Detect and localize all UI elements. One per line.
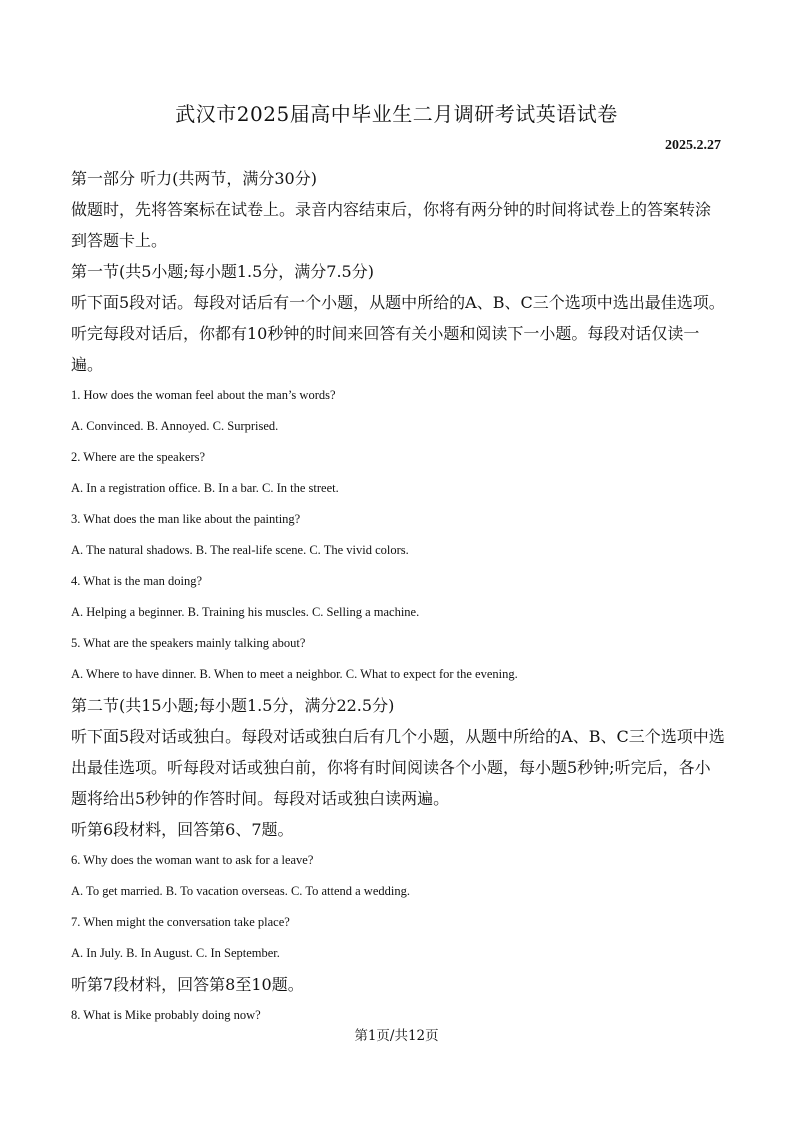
question-5: 5. What are the speakers mainly talking about? xyxy=(71,636,306,650)
options-2: A. In a registration office. B. In a bar. C. In the street. xyxy=(71,481,339,495)
options-1: A. Convinced. B. Annoyed. C. Surprised. xyxy=(71,419,279,433)
part1-instruction: 做题时，先将答案标在试卷上。录音内容结束后，你将有两分钟的时间将试卷上的答案转涂到答题卡上。 xyxy=(71,200,712,250)
question-6: 6. Why does the woman want to ask for a leave? xyxy=(71,853,314,867)
page-footer: 第1页/共12页 xyxy=(354,1028,439,1044)
options-7: A. In July. B. In August. C. In September. xyxy=(71,946,280,960)
options-6: A. To get married. B. To vacation overseas. C. To attend a wedding. xyxy=(71,884,410,898)
question-4: 4. What is the man doing? xyxy=(71,574,202,588)
question-1: 1. How does the woman feel about the man’s words? xyxy=(71,388,336,402)
options-3: A. The natural shadows. B. The real-life scene. C. The vivid colors. xyxy=(71,543,409,557)
question-2: 2. Where are the speakers? xyxy=(71,450,206,464)
exam-title: 武汉市2025届高中毕业生二月调研考试英语试卷 xyxy=(175,102,618,126)
material6-heading: 听第6段材料，回答第6、7题。 xyxy=(71,820,294,839)
material7-heading: 听第7段材料，回答第8至10题。 xyxy=(71,975,304,994)
options-4: A. Helping a beginner. B. Training his muscles. C. Selling a machine. xyxy=(71,605,420,619)
options-5: A. Where to have dinner. B. When to meet a neighbor. C. What to expect for the evening. xyxy=(71,667,518,681)
exam-date: 2025.2.27 xyxy=(665,138,721,153)
question-7: 7. When might the conversation take place? xyxy=(71,915,290,929)
section1-instruction: 听下面5段对话。每段对话后有一个小题，从题中所给的A、B、C三个选项中选出最佳选项。听完每段对话后，你都有10秒钟的时间来回答有关小题和阅读下一小题。每段对话仅读一遍。 xyxy=(71,293,725,374)
question-8: 8. What is Mike probably doing now? xyxy=(71,1008,261,1022)
section2-instruction: 听下面5段对话或独白。每段对话或独白后有几个小题，从题中所给的A、B、C三个选项中选出最佳选项。听每段对话或独白前，你将有时间阅读各个小题，每小题5秒钟;听完后，各小题将给出5秒钟的作答时间。每段对话或独白读两遍。 xyxy=(71,727,725,808)
exam-content xyxy=(71,163,726,1031)
section1-heading: 第一节(共5小题;每小题1.5分，满分7.5分) xyxy=(71,262,374,281)
part1-heading: 第一部分 听力(共两节，满分30分) xyxy=(71,169,317,188)
section2-heading: 第二节(共15小题;每小题1.5分，满分22.5分) xyxy=(71,696,395,715)
question-3: 3. What does the man like about the painting? xyxy=(71,512,301,526)
